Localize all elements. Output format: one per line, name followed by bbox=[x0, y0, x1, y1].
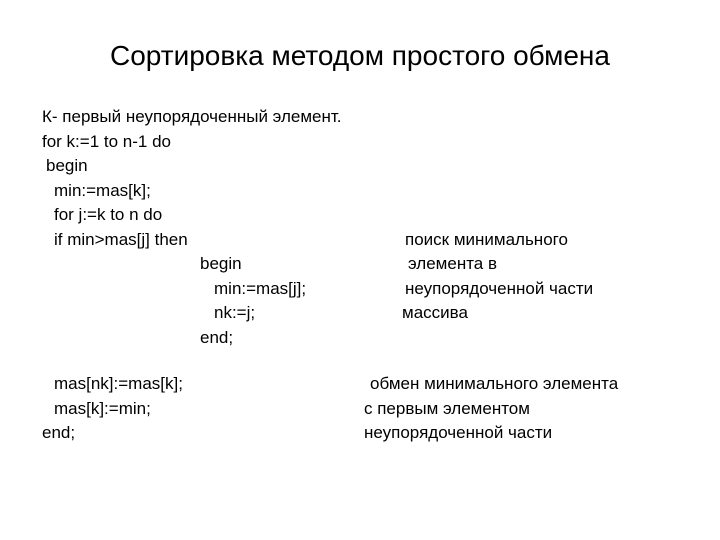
comment-line: неупорядоченной части bbox=[405, 279, 594, 298]
code-line: К- первый неупорядоченный элемент. bbox=[42, 107, 342, 126]
comment-line: обмен минимального элемента bbox=[370, 374, 619, 393]
code-line: for j:=k to n do bbox=[54, 205, 163, 224]
code-line: for k:=1 to n-1 do bbox=[42, 132, 171, 151]
code-line: end; bbox=[42, 423, 76, 442]
code-line: begin bbox=[200, 254, 242, 273]
comment-line: с первым элементом bbox=[364, 399, 530, 418]
comment-line: неупорядоченной части bbox=[364, 423, 553, 442]
code-line: if min>mas[j] then bbox=[54, 230, 188, 249]
code-line: mas[nk]:=mas[k]; bbox=[54, 374, 183, 393]
comment-line: элемента в bbox=[408, 254, 498, 273]
code-line: min:=mas[j]; bbox=[214, 279, 307, 298]
slide-title: Сортировка методом простого обмена bbox=[110, 40, 610, 71]
code-line: mas[k]:=min; bbox=[54, 399, 151, 418]
comment-line: массива bbox=[402, 303, 468, 322]
comment-line: поиск минимального bbox=[405, 230, 568, 249]
code-line: end; bbox=[200, 328, 234, 347]
code-line: nk:=j; bbox=[214, 303, 256, 322]
code-line: begin bbox=[46, 156, 88, 175]
code-line: min:=mas[k]; bbox=[54, 181, 151, 200]
